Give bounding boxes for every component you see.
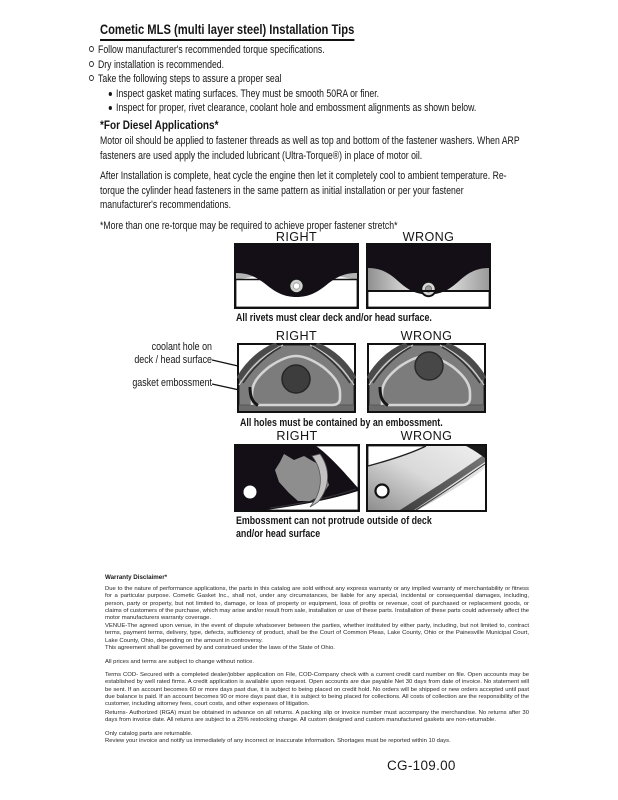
filled-bullet-icon	[109, 92, 112, 96]
installation-tips-list	[89, 43, 476, 116]
retorque-note: *More than one re-torque may be required to achieve proper fastener stretch*	[100, 220, 398, 232]
bullet-label: Inspect for proper, rivet clearance, coolant hole and embossment alignments as shown below.	[116, 102, 477, 115]
open-bullet-icon	[89, 75, 94, 81]
coolant-hole-icon	[282, 365, 310, 393]
coolant-hole-wrong-diagram	[367, 343, 486, 413]
governing-law-line: This agreement shall be governed by and construed under the laws of the State of Ohio.	[105, 645, 335, 651]
right-label: RIGHT	[275, 230, 318, 244]
list-item	[89, 101, 476, 116]
coolant-hole-icon	[415, 352, 443, 380]
list-item	[89, 58, 476, 73]
filled-bullet-icon	[109, 106, 112, 110]
catalog-returnable-line: Only catalog parts are returnable.	[105, 731, 193, 737]
list-item	[89, 72, 476, 87]
rivet-wrong-diagram	[366, 243, 491, 309]
bullet-label: Take the following steps to assure a proper seal	[98, 73, 282, 86]
rivet-right-diagram	[234, 243, 359, 309]
coolant-hole-annotation: coolant hole on	[151, 341, 212, 353]
prices-line: All prices and terms are subject to change without notice.	[105, 659, 254, 665]
review-invoice-line: Review your invoice and notify us immediately of any incorrect or inaccurate information. Shortages must be reported within 10 days.	[105, 738, 451, 745]
list-item	[89, 87, 476, 102]
diagram-annotations	[69, 341, 212, 390]
open-bullet-icon	[89, 61, 94, 67]
wrong-label: WRONG	[400, 329, 453, 343]
terms-paragraph: Terms COD- Secured with a completed dealer/jobber application on File, COD-Company check with a current credit card number on file. Open accounts may be established by well rated firms. A credit application is available upon request. Open accounts are due payable Net 30 days from date of invoice. No statement will be sent. If an account becomes 60 or more days past due, it is subject to being placed on credit hold. No orders will be shipped or new orders accepted until past due balance is paid. If an account becomes 90 or more days past due, it is subject to being placed for collections. All costs of collection are the responsibility of the customer, including attorney fees, court costs, and other expenses of litigation.	[105, 672, 529, 708]
coolant-caption: All holes must be contained by an embossment.	[240, 417, 443, 429]
bullet-label: Inspect gasket mating surfaces. They must be smooth 50RA or finer.	[116, 87, 380, 100]
diesel-paragraph-2: After Installation is complete, heat cycle the engine then let it completely cool to ambient temperature. Re-torque the cylinder head fasteners in the same pattern as initial installation or per your fastener manufacturer's recommendations.	[100, 170, 507, 212]
warranty-paragraph: Due to the nature of performance applications, the parts in this catalog are sold without any express warranty or any implied warranty of merchantability or fitness for a particular purpose. Cometic Gasket Inc., shall not, under any circumstances, be liable for any special, incidental or consequential damages, including, person, party or property, but not limited to, damage, or loss of property or equipment, loss of profits or revenue, cost of purchased or replacement goods, or claims of customers of the purchase, which may arise and/or result from sale, installation or use of these parts. Installation of these parts could adversely affect the motor manufacturers warranty coverage.	[105, 586, 529, 622]
embossment-wrong-diagram	[366, 444, 487, 512]
gasket-embossment-annotation: gasket embossment	[132, 377, 212, 389]
warranty-heading: Warranty Disclaimer*	[105, 574, 168, 581]
page-number: CG-109.00	[387, 758, 456, 773]
list-item	[89, 43, 476, 58]
open-bullet-icon	[89, 46, 94, 52]
right-label: RIGHT	[275, 329, 318, 343]
bullet-label: Dry installation is recommended.	[98, 58, 225, 71]
bullet-label: Follow manufacturer's recommended torque specifications.	[98, 44, 325, 56]
venue-paragraph: VENUE-The agreed upon venue, in the event of dispute whatsoever between the parties, whether instituted by either party, including, but not limited to, contract terms, payment terms, delivery, type, defects, sufficiency of product, shall be the Court of Common Pleas, Lake County, Ohio or the Painesville Municipal Court, Lake County, Ohio, depending on the amount in controversy.	[105, 623, 529, 644]
right-label: RIGHT	[276, 429, 318, 443]
wrong-label: WRONG	[400, 429, 453, 443]
bolt-hole-icon	[244, 486, 257, 499]
coolant-hole-right-diagram	[237, 343, 356, 413]
coolant-hole-annotation: deck / head surface	[134, 353, 212, 366]
rivet-caption: All rivets must clear deck and/or head surface.	[236, 312, 432, 324]
diesel-paragraph-1: Motor oil should be applied to fastener threads as well as top and bottom of the fastener washers. When ARP fasteners are used apply the included lubricant (Ultra-Torque®) in place of motor oil.	[100, 135, 520, 162]
catalog-returns-block	[105, 731, 529, 746]
diesel-heading: *For Diesel Applications*	[100, 118, 219, 132]
embossment-caption	[236, 515, 432, 541]
caption-line: and/or head surface	[236, 528, 321, 540]
caption-line: Embossment can not protrude outside of deck	[236, 515, 432, 527]
bolt-hole-icon	[376, 485, 389, 498]
page-title: Cometic MLS (multi layer steel) Installation Tips	[100, 21, 354, 41]
returns-paragraph: Returns- Authorized (RGA) must be obtained in advance on all returns. A packing slip or invoice number must accompany the merchandise. No returns after 30 days from invoice date. All returns are subject to a 25% restocking charge. All custom designed and custom manufactured gaskets are non-returnable.	[105, 710, 529, 724]
embossment-right-diagram	[234, 444, 360, 512]
wrong-label: WRONG	[402, 230, 455, 244]
